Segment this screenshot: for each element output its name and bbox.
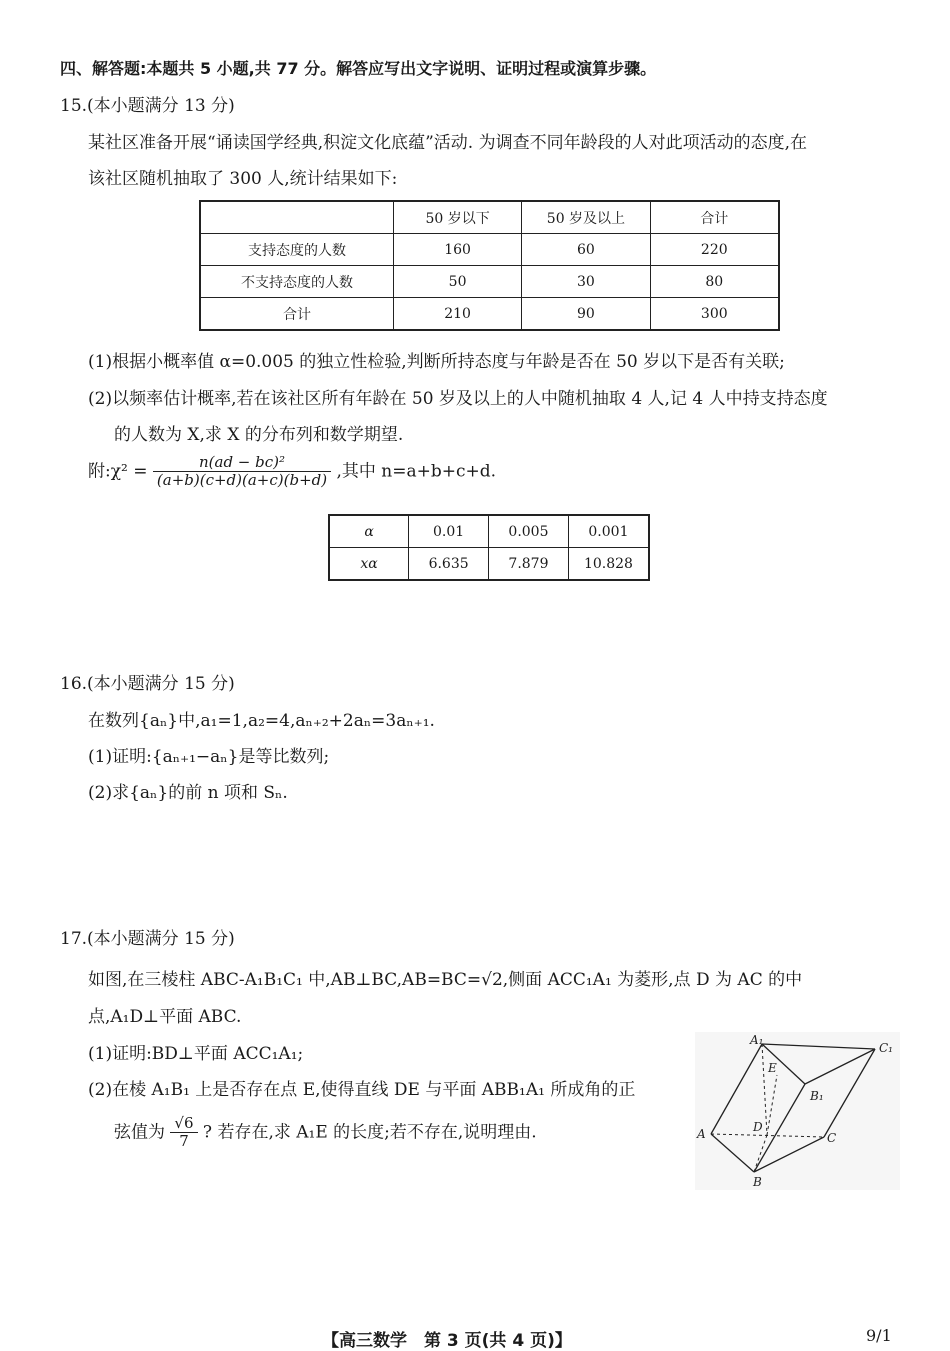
- label-a: A: [697, 1127, 706, 1141]
- appendix-suffix: ,其中 n=a+b+c+d.: [336, 461, 497, 482]
- label-d: D: [753, 1120, 763, 1134]
- section-header: 四、解答题:本题共 5 小题,共 77 分。解答应写出文字说明、证明过程或演算步骤。: [60, 59, 657, 78]
- part2-suffix: ? 若存在,求 A₁E 的长度;若不存在,说明理由.: [202, 1122, 537, 1143]
- table-header-cell: [200, 201, 393, 234]
- q17-title: 17.(本小题满分 15 分): [60, 929, 235, 949]
- q15-critical-value-table: [328, 514, 650, 581]
- table-cell: 7.879: [489, 548, 569, 581]
- q16-line1: 在数列{aₙ}中,a₁=1,a₂=4,aₙ₊₂+2aₙ=3aₙ₊₁.: [88, 711, 435, 731]
- table-cell: 30: [522, 266, 650, 298]
- chi-square-fraction: [153, 454, 331, 490]
- table-cell: 合计: [200, 298, 393, 331]
- table-row: [200, 234, 779, 266]
- label-c: C: [827, 1131, 837, 1145]
- figure-background: [695, 1032, 900, 1190]
- label-b1: B₁: [810, 1089, 824, 1103]
- table-cell: 0.01: [409, 515, 489, 548]
- table-cell: 60: [522, 234, 650, 266]
- table-cell: 0.005: [489, 515, 569, 548]
- q15-intro-line2: 该社区随机抽取了 300 人,统计结果如下:: [88, 169, 398, 189]
- table-cell: 不支持态度的人数: [200, 266, 393, 298]
- table-cell: α: [329, 515, 409, 548]
- table-cell: 10.828: [568, 548, 649, 581]
- table-cell: 160: [393, 234, 521, 266]
- table-header-cell: 50 岁以下: [393, 201, 521, 234]
- table-row: [329, 515, 649, 548]
- formula-numerator: n(ad − bc)²: [153, 454, 331, 472]
- table-header-row: [200, 201, 779, 234]
- q17-part1: (1)证明:BD⊥平面 ACC₁A₁;: [88, 1044, 304, 1064]
- table-cell: 220: [650, 234, 779, 266]
- table-header-cell: 合计: [650, 201, 779, 234]
- appendix-prefix: 附:χ² =: [88, 461, 148, 482]
- table-cell: 6.635: [409, 548, 489, 581]
- table-cell: 210: [393, 298, 521, 331]
- q15-part1: (1)根据小概率值 α=0.005 的独立性检验,判断所持态度与年龄是否在 50 岁以下是否有关联;: [88, 352, 785, 372]
- table-row: [200, 266, 779, 298]
- q17-line2: 点,A₁D⊥平面 ABC.: [88, 1007, 242, 1027]
- formula-denominator: (a+b)(c+d)(a+c)(b+d): [156, 471, 328, 490]
- label-c1: C₁: [879, 1041, 893, 1055]
- table-row: [329, 548, 649, 581]
- q15-intro-line1: 某社区准备开展“诵读国学经典,积淀文化底蕴”活动. 为调查不同年龄段的人对此项活动的态度,在: [88, 133, 807, 153]
- page-footer-right: 9/1: [866, 1326, 892, 1345]
- table-cell: 0.001: [568, 515, 649, 548]
- table-header-cell: 50 岁及以上: [522, 201, 650, 234]
- q16-part2: (2)求{aₙ}的前 n 项和 Sₙ.: [88, 783, 288, 803]
- q16-title: 16.(本小题满分 15 分): [60, 674, 235, 694]
- q15-title: 15.(本小题满分 13 分): [60, 96, 235, 116]
- part2-prefix: 弦值为: [114, 1122, 165, 1143]
- sine-fraction: [170, 1115, 197, 1151]
- label-e: E: [768, 1061, 777, 1075]
- label-b: B: [753, 1175, 762, 1189]
- q15-appendix-formula: [88, 454, 496, 490]
- q16-part1: (1)证明:{aₙ₊₁−aₙ}是等比数列;: [88, 747, 330, 767]
- table-cell: 300: [650, 298, 779, 331]
- table-row: [200, 298, 779, 331]
- table-cell: 90: [522, 298, 650, 331]
- page-footer: 【高三数学 第 3 页(共 4 页)】: [322, 1331, 572, 1351]
- fraction-denominator: 7: [179, 1132, 189, 1151]
- q15-part2-line1: (2)以频率估计概率,若在该社区所有年龄在 50 岁及以上的人中随机抽取 4 人,记 4 人中持支持态度: [88, 389, 828, 409]
- q17-part2-line2: [114, 1115, 537, 1151]
- table-cell: 50: [393, 266, 521, 298]
- q15-survey-table: [199, 200, 780, 331]
- prism-figure: [695, 1032, 900, 1190]
- q15-part2-line2: 的人数为 X,求 X 的分布列和数学期望.: [114, 425, 404, 445]
- q17-line1: 如图,在三棱柱 ABC-A₁B₁C₁ 中,AB⊥BC,AB=BC=√2,侧面 ACC₁A₁ 为菱形,点 D 为 AC 的中: [88, 970, 803, 990]
- label-a1: A₁: [750, 1033, 764, 1047]
- table-cell: 支持态度的人数: [200, 234, 393, 266]
- fraction-numerator: √6: [170, 1115, 197, 1133]
- q17-part2-line1: (2)在棱 A₁B₁ 上是否存在点 E,使得直线 DE 与平面 ABB₁A₁ 所成角的正: [88, 1080, 636, 1100]
- table-cell: xα: [329, 548, 409, 581]
- table-cell: 80: [650, 266, 779, 298]
